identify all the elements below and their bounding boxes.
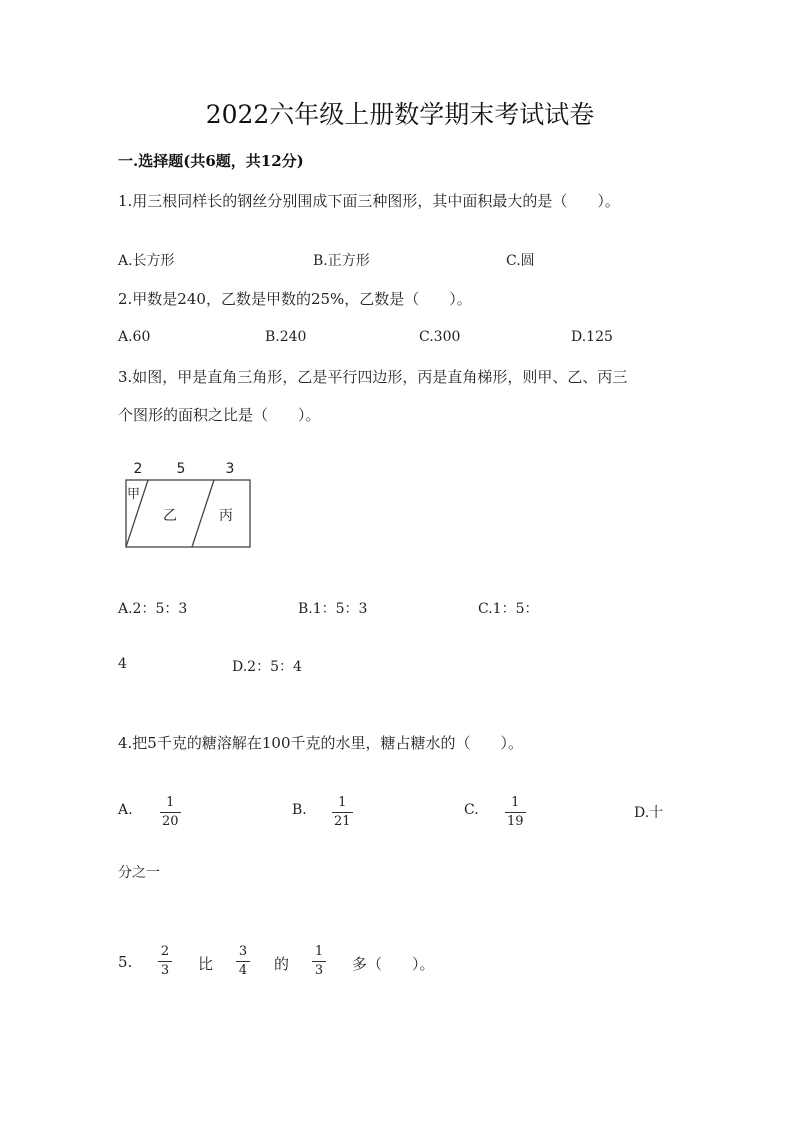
question-4-text: 4.把5千克的糖溶解在100千克的水里，糖占糖水的（ ）。	[118, 734, 523, 752]
q3-option-c-wrap: 4	[118, 656, 127, 672]
fraction-bar	[236, 961, 250, 962]
q5-fraction-3	[312, 944, 326, 978]
q3-option-a: A.2：5：3	[118, 601, 188, 617]
q3-option-b: B.1：5：3	[298, 601, 368, 617]
q5-fraction-2	[236, 944, 250, 978]
fraction-numerator: 1	[166, 795, 175, 810]
q4-option-a-fraction	[160, 795, 181, 829]
figure-top-label-2: 5	[176, 461, 186, 477]
q1-option-b: B.正方形	[313, 253, 370, 269]
q2-option-c: C.300	[419, 329, 461, 345]
question-3-text-line2: 个图形的面积之比是（ ）。	[118, 406, 321, 424]
fraction-denominator: 21	[334, 814, 351, 829]
fraction-bar	[158, 961, 172, 962]
fraction-denominator: 3	[314, 963, 324, 978]
fraction-bar	[332, 812, 353, 813]
question-2-text: 2.甲数是240，乙数是甲数的25%，乙数是（ ）。	[118, 290, 472, 308]
q1-option-a: A.长方形	[118, 253, 175, 269]
q5-fraction-1	[158, 944, 172, 978]
fraction-denominator: 19	[507, 814, 524, 829]
q5-word-de: 的	[274, 955, 290, 973]
figure-region-jia: 甲	[127, 487, 141, 502]
q2-option-d: D.125	[571, 329, 613, 345]
q3-option-d: D.2：5：4	[232, 659, 302, 675]
q5-word-duo: 多（ ）。	[352, 955, 435, 973]
question-1-text: 1.用三根同样长的钢丝分别围成下面三种图形，其中面积最大的是（ ）。	[118, 192, 620, 210]
fraction-numerator: 1	[338, 795, 347, 810]
fraction-numerator: 3	[238, 944, 248, 959]
question-3-text-line1: 3.如图，甲是直角三角形，乙是平行四边形，丙是直角梯形，则甲、乙、丙三	[118, 368, 628, 386]
figure-divider-right	[192, 480, 214, 547]
question-5-label: 5.	[118, 953, 133, 971]
fraction-numerator: 1	[314, 944, 324, 959]
fraction-numerator: 2	[160, 944, 170, 959]
fraction-bar	[505, 812, 526, 813]
q1-option-c: C.圆	[506, 253, 535, 269]
fraction-numerator: 1	[511, 795, 520, 810]
figure-region-yi: 乙	[163, 508, 177, 524]
q2-option-b: B.240	[265, 329, 307, 345]
fraction-denominator: 20	[162, 814, 179, 829]
fraction-bar	[160, 812, 181, 813]
fraction-bar	[312, 961, 326, 962]
figure-top-label-3: 3	[225, 461, 235, 477]
q4-option-b-fraction	[332, 795, 353, 829]
q2-option-a: A.60	[118, 329, 151, 345]
fraction-denominator: 4	[238, 963, 248, 978]
q5-word-bi: 比	[198, 955, 214, 973]
section-heading: 一.选择题(共6题，共12分)	[118, 152, 304, 170]
q4-option-c-label: C.	[464, 802, 479, 818]
fraction-denominator: 3	[160, 963, 170, 978]
figure-top-label-1: 2	[133, 461, 143, 477]
q4-option-d-label: D.十	[634, 805, 664, 821]
q4-option-d-wrap: 分之一	[118, 865, 160, 881]
q4-option-b-label: B.	[292, 802, 307, 818]
figure-region-bing: 丙	[219, 508, 233, 524]
q3-option-c: C.1：5：	[478, 601, 539, 617]
q4-option-a-label: A.	[118, 802, 133, 818]
q3-figure	[118, 458, 258, 554]
q4-option-c-fraction	[505, 795, 526, 829]
page-title: 2022六年级上册数学期末考试试卷	[205, 100, 595, 129]
